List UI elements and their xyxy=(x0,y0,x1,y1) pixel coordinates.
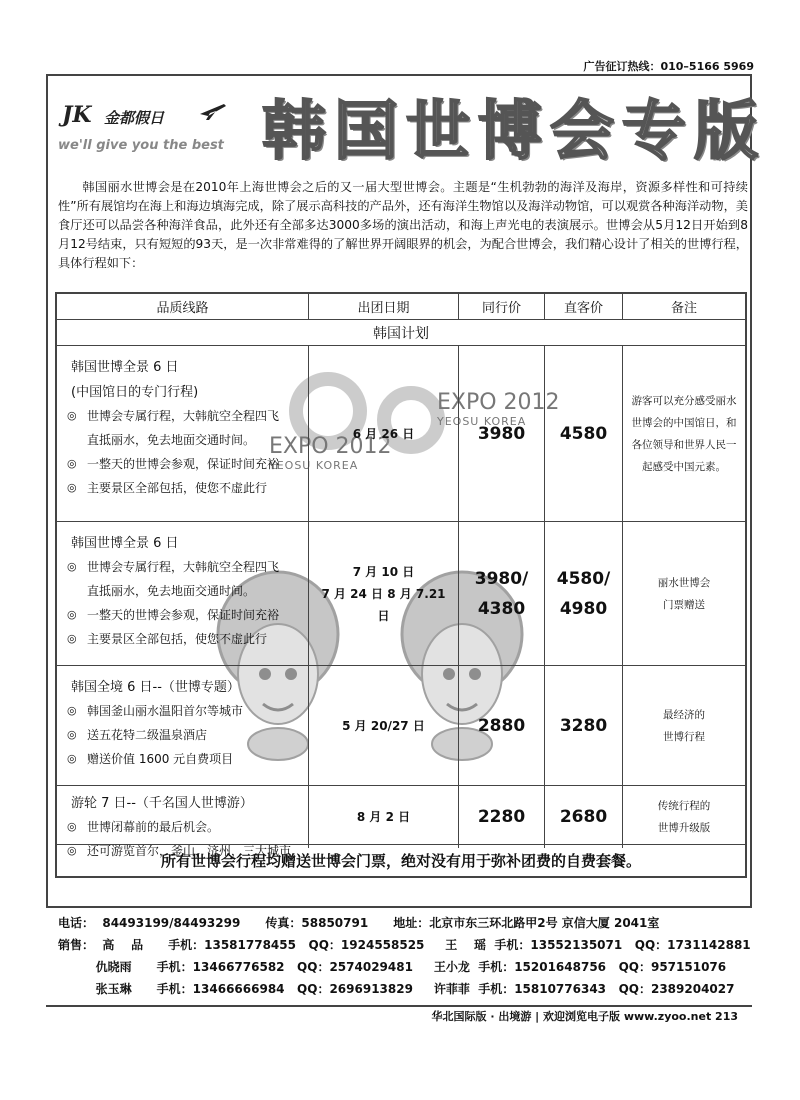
list-item: ◎ 一整天的世博会参观，保证时间充裕 xyxy=(65,603,308,627)
list-item: ◎ 主要景区全部包括，使您不虚此行 xyxy=(65,476,308,500)
peer-price: 3980/ 4380 xyxy=(459,522,545,665)
route-subtitle: (中国馆日的专门行程) xyxy=(71,385,199,400)
expo-logo: EXPO 2012 YEOSU KOREA xyxy=(269,434,392,472)
route-cell xyxy=(57,666,309,785)
page-title: 韩国世博会专版 xyxy=(262,95,766,169)
list-item: ◎ 赠送价值 1600 元自费项目 xyxy=(65,747,308,771)
contact-line: 电话： 84493199/84493299 传真：58850791 地址：北京市东三环北路甲2号 京信大厦 2041室 xyxy=(58,916,660,930)
bullet-icon: ◎ xyxy=(67,457,77,470)
table-row xyxy=(57,346,745,522)
list-item: ◎ 世博闭幕前的最后机会。 xyxy=(65,815,308,839)
note-cell: 丽水世博会 门票赠送 xyxy=(657,576,711,611)
note-cell: 传统行程的 世博升级版 xyxy=(657,800,711,834)
route-title: 韩国世博全景 6 日 xyxy=(71,536,179,551)
table-row xyxy=(57,786,745,858)
table-row xyxy=(57,522,745,666)
header-note: 备注 xyxy=(623,294,745,320)
header-peer-price: 同行价 xyxy=(459,294,545,320)
bullet-icon: ◎ xyxy=(67,632,77,645)
route-title: 韩国全境 6 日--（世博专题） xyxy=(71,680,240,695)
logo-name: 金都假日 xyxy=(104,109,165,127)
bullet-icon: ◎ xyxy=(67,560,77,573)
date-cell: 8 月 2 日 xyxy=(309,786,459,848)
date-cell: 7 月 10 日 7 月 24 日 8 月 7.21 日 xyxy=(309,522,459,665)
bottom-divider xyxy=(46,1005,752,1007)
bullet-icon: ◎ xyxy=(67,820,77,833)
list-item: ◎ 韩国釜山丽水温阳首尔等城市 xyxy=(65,699,308,723)
direct-price: 3280 xyxy=(545,666,623,785)
route-cell xyxy=(57,346,309,521)
list-item: ◎ 世博会专属行程，大韩航空全程四飞 xyxy=(65,404,308,428)
route-title: 游轮 7 日--（千名国人世博游） xyxy=(71,796,253,811)
bullet-icon: ◎ xyxy=(67,844,77,857)
list-item: ◎ 世博会专属行程，大韩航空全程四飞 xyxy=(65,555,308,579)
logo-brand: JK xyxy=(62,102,92,128)
bullet-icon: ◎ xyxy=(67,728,77,741)
list-item: ◎ 主要景区全部包括，使您不虚此行 xyxy=(65,627,308,651)
direct-price: 4580 xyxy=(545,346,623,521)
list-item: ◎ 还可游览首尔，釜山，济州，三大城市 xyxy=(65,839,308,863)
header-route: 品质线路 xyxy=(57,294,309,320)
itinerary-table xyxy=(55,292,747,878)
note-cell: 最经济的 世博行程 xyxy=(663,708,705,743)
intro-paragraph: 韩国丽水世博会是在2010年上海世博会之后的又一届大型世博会。主题是“生机勃勃的海洋及海岸，资源多样性和可持续性”所有展馆均在海上和海边填海完成，除了展示高科技的产品外，还有海洋生物馆以及海洋动物馆，可以观赏各种海洋动物，美食厅还可以品尝各种海洋食品，此外还有全部多达3000多场的演出活动，和海上声光电的表演展示。世博会从5月12日开始到8月12号结束，只有短短的93天，是一次非常难得的了解世界开阔眼界的机会，为配合世博会，我们精心设计了相关的世博行程，具体行程如下： xyxy=(58,180,748,270)
sales-line: 销售： 高 品 手机：13581778455 QQ：1924558525 王 瑶 手机：13552135071 QQ：1731142881 xyxy=(58,938,751,952)
bullet-icon: ◎ xyxy=(67,752,77,765)
direct-price: 2680 xyxy=(545,786,623,848)
list-item: ◎ 送五花特二级温泉酒店 xyxy=(65,723,308,747)
bullet-icon: ◎ xyxy=(67,704,77,717)
bullet-icon: ◎ xyxy=(67,409,77,422)
route-title: 韩国世博全景 6 日 xyxy=(71,360,179,375)
sales-line: 仇晓雨 手机：13466776582 QQ：2574029481 王小龙 手机：15201648756 QQ：957151076 xyxy=(58,960,727,974)
header-date: 出团日期 xyxy=(309,294,459,320)
expo-logo: EXPO 2012 YEOSU KOREA xyxy=(437,390,560,428)
note-cell: 游客可以充分感受丽水世博会的中国馆日，和各位领导和世界人民一起感受中国元素。 xyxy=(631,394,737,473)
peer-price: 3980 xyxy=(459,346,545,521)
table-row xyxy=(57,666,745,786)
sales-line: 张玉琳 手机：13466666984 QQ：2696913829 许菲菲 手机：15810776343 QQ：2389204027 xyxy=(58,982,735,996)
direct-price: 4580/ 4980 xyxy=(545,522,623,665)
peer-price: 2280 xyxy=(459,786,545,848)
airplane-icon xyxy=(198,100,228,122)
header-direct-price: 直客价 xyxy=(545,294,623,320)
bullet-icon: ◎ xyxy=(67,481,77,494)
peer-price: 2880 xyxy=(459,666,545,785)
plan-title: 韩国计划 xyxy=(57,320,745,346)
date-cell: 5 月 20/27 日 xyxy=(309,666,459,785)
route-cell xyxy=(57,522,309,665)
logo-slogan: we'll give you the best xyxy=(58,138,224,153)
date-cell: 6 月 26 日 xyxy=(309,346,459,521)
page-footer: 华北国际版 · 出境游 | 欢迎浏览电子版 www.zyoo.net 213 xyxy=(431,1010,738,1023)
list-item: 直抵丽水，免去地面交通时间。 xyxy=(87,584,256,598)
brand-logo xyxy=(58,96,238,160)
list-item: 直抵丽水，免去地面交通时间。 xyxy=(87,433,256,447)
ad-hotline: 广告征订热线：010–5166 5969 xyxy=(583,60,754,73)
route-cell xyxy=(57,786,309,858)
bullet-icon: ◎ xyxy=(67,608,77,621)
table-footer: 所有世博会行程均赠送世博会门票，绝对没有用于弥补团费的自费套餐。 xyxy=(57,844,745,876)
list-item: ◎ 一整天的世博会参观，保证时间充裕 xyxy=(65,452,308,476)
